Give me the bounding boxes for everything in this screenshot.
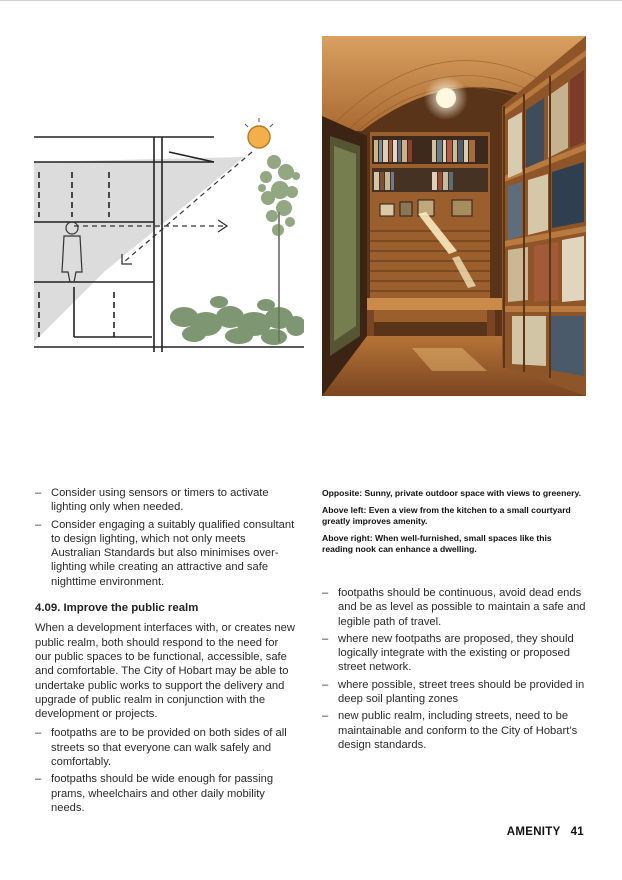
list-item [322,709,588,752]
list-item [322,678,588,707]
section-intro: When a development interfaces with, or creates new public realm, both should respond to the need for our public spaces to be functional, accessible, safe and comfortable. The City of Hobart may be able to undertake public works to support the delivery and upgrade of public realm in conjunction with the development or projects. [35,622,295,721]
list-item-text: new public realm, including streets, need to be maintainable and conform to the City of Hobart’s design standards. [338,710,578,751]
list-item [322,586,588,629]
list-item-text: where possible, street trees should be provided in deep soil planting zones [338,678,585,706]
public-realm-bullets [322,586,588,752]
dash-marker: – [35,518,42,531]
caption-opposite: Opposite: Sunny, private outdoor space with views to greenery. [322,488,581,498]
section-heading: 4.09. Improve the public realm [35,602,199,615]
dash-marker: – [322,587,329,599]
dash-marker: – [35,487,42,499]
list-item-text: footpaths should be wide enough for passing prams, wheelchairs and other daily mobility needs. [51,773,274,814]
caption-above-left: Above left: Even a view from the kitchen to a small courtyard greatly improves amenity. [322,505,571,526]
dash-marker: – [35,773,42,786]
caption-above-right: Above right: When well-furnished, small spaces like this reading nook can enhance a dwelling. [322,533,552,554]
kitchen-courtyard-sketch [34,112,304,357]
dash-marker: – [322,632,329,645]
page-number: 41 [570,826,584,838]
list-item [35,726,297,769]
image-captions [322,488,584,561]
lighting-bullets [35,486,297,589]
list-item-text: footpaths are to be provided on both sides of all streets so that everyone can walk safely and comfortably. [51,727,287,769]
dash-marker: – [322,678,329,691]
list-item [35,518,297,589]
reading-nook-photo [322,36,586,396]
dash-marker: – [322,710,329,723]
top-rule [0,0,622,1]
list-item-text: Consider engaging a suitably qualified consultant to design lighting, which not only meets Australian Standards but also minimises over-lighting while creating an attractive and safe nighttime environment. [51,518,295,588]
list-item [35,486,297,515]
list-item [322,632,588,675]
list-item-text: where new footpaths are proposed, they should logically integrate with the existing or proposed street network. [338,632,574,674]
footer-section-name: AMENITY [506,826,561,838]
list-item-text: Consider using sensors or timers to activate lighting only when needed. [51,487,269,514]
footpath-bullets [35,726,297,815]
list-item [35,772,297,815]
dash-marker: – [35,727,42,740]
left-text-column [35,486,297,818]
right-text-column [322,586,588,755]
page-footer [507,826,584,838]
list-item-text: footpaths should be continuous, avoid dead ends and be as level as possible to maintain a safe and legible path of travel. [338,587,586,628]
